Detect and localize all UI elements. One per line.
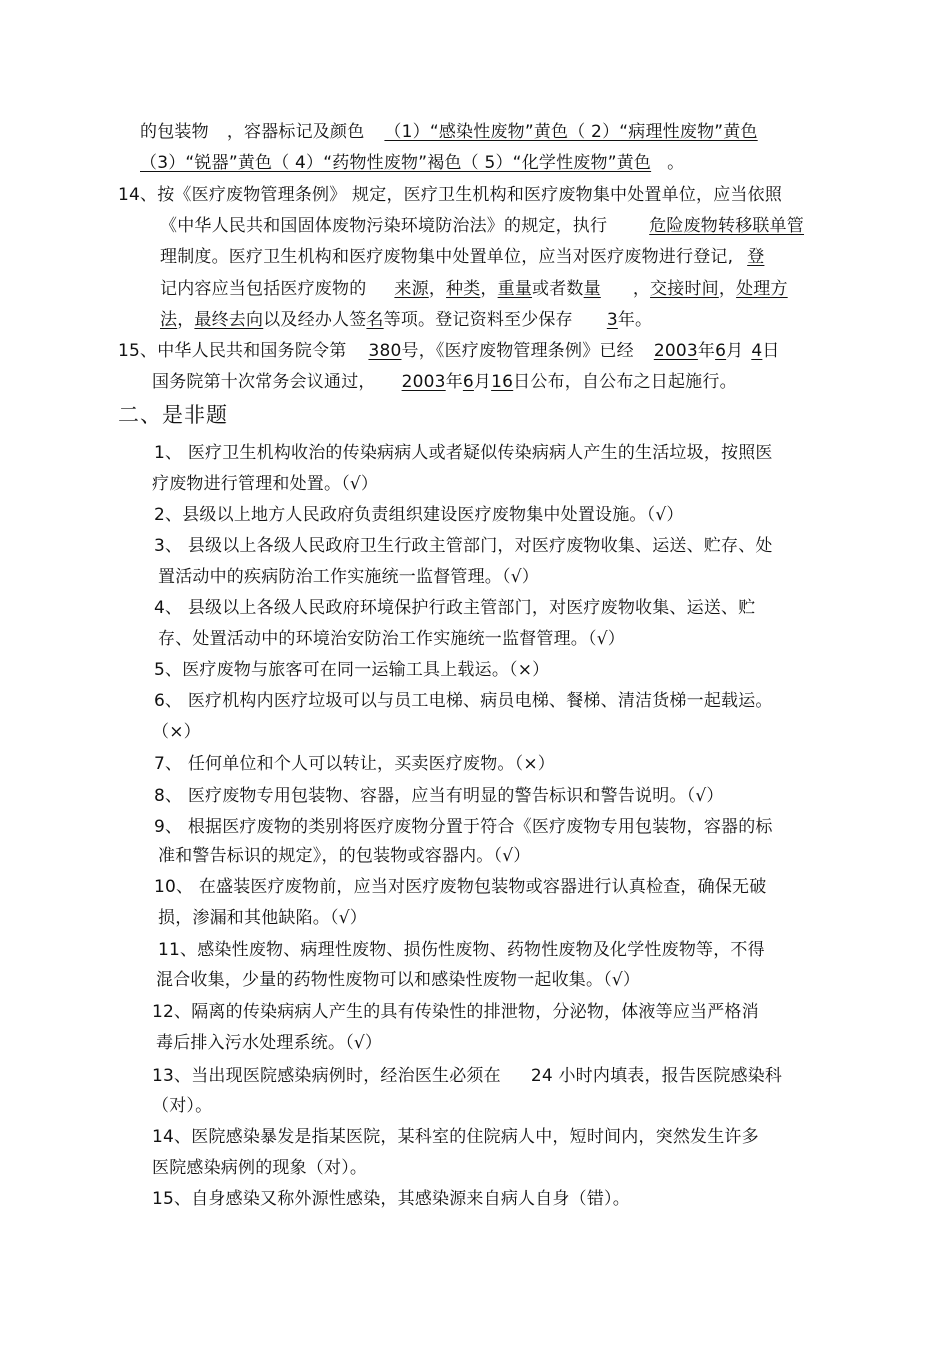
- text: 的包装物: [140, 122, 209, 142]
- text: 按《医疗废物管理条例》 规定，医疗卫生机构和医疗废物集中处置单位，应当依照: [157, 185, 783, 205]
- text: 月: [473, 372, 492, 392]
- blank-line-1: [140, 121, 758, 143]
- answer-blank: 2003: [401, 372, 446, 392]
- q14-line-1: [118, 184, 782, 206]
- answer-blank: 最终去向: [194, 310, 264, 330]
- tf-line: 12、隔离的传染病病人产生的具有传染性的排泄物，分泌物，体液等应当严格消: [152, 1002, 759, 1022]
- answer-blank: 来源: [394, 279, 429, 299]
- tf-line: 损，渗漏和其他缺陷。（√）: [158, 908, 367, 928]
- answer-colors-1: （1）“感染性废物”黄色（ 2）“病理性废物”黄色: [384, 122, 758, 142]
- answer-blank: 名: [366, 310, 384, 330]
- q14-line-3: [160, 246, 770, 268]
- text: 以及经办人签: [263, 310, 367, 330]
- text: ，: [718, 279, 737, 299]
- tf-line: 10、 在盛装医疗废物前，应当对医疗废物包装物或容器进行认真检查，确保无破: [154, 877, 767, 897]
- text: ，: [428, 279, 447, 299]
- text: 日: [762, 341, 780, 361]
- tf-line: （×）: [152, 722, 201, 742]
- tf-line: 准和警告标识的规定》，的包装物或容器内。（√）: [158, 846, 531, 866]
- answer-blank: 3: [606, 310, 618, 330]
- question-number: 15、: [118, 341, 158, 361]
- answer-blank: 2003: [653, 341, 698, 361]
- text: 等项。登记资料至少保存: [383, 310, 573, 330]
- text: ，: [480, 279, 498, 299]
- q14-line-5: [160, 309, 652, 331]
- text: 年: [697, 341, 716, 361]
- text: 中华人民共和国务院令第: [157, 341, 347, 361]
- answer-blank: 6: [462, 372, 474, 392]
- text: 《中华人民共和国固体废物污染环境防治法》的规定，执行: [160, 216, 608, 236]
- tf-line: 7、 任何单位和个人可以转让，买卖医疗废物。（×）: [154, 754, 555, 774]
- text: 24 小时内填表，报告医院感染科: [530, 1066, 783, 1086]
- answer-blank: 种类: [446, 279, 481, 299]
- tf-line: 疗废物进行管理和处置。（√）: [152, 474, 379, 494]
- tf-line: 医院感染病例的现象（对）。: [152, 1158, 368, 1178]
- text: 13、当出现医院感染病例时，经治医生必须在: [152, 1066, 501, 1086]
- text: 国务院第十次常务会议通过，: [152, 372, 376, 392]
- answer-blank: 登: [747, 247, 765, 267]
- text: 或者数: [532, 279, 584, 299]
- tf-line: 15、自身感染又称外源性感染，其感染源来自病人自身（错）。: [152, 1189, 630, 1209]
- text: 号，《医疗废物管理条例》已经: [401, 341, 634, 361]
- tf-line: 1、 医疗卫生机构收治的传染病病人或者疑似传染病病人产生的生活垃圾，按照医: [154, 443, 773, 463]
- tf-line: 6、 医疗机构内医疗垃圾可以与员工电梯、病员电梯、餐梯、清洁货梯一起载运。: [154, 691, 773, 711]
- answer-blank: 量: [583, 279, 601, 299]
- tf-line: 混合收集，少量的药物性废物可以和感染性废物一起收集。（√）: [156, 970, 641, 990]
- q15-line-1: [118, 340, 780, 362]
- text: 理制度。医疗卫生机构和医疗废物集中处置单位，应当对医疗废物进行登记,: [160, 247, 734, 267]
- answer-blank: 16: [491, 372, 514, 392]
- tf-line: 置活动中的疾病防治工作实施统一监督管理。（√）: [158, 567, 539, 587]
- tf-line: 3、 县级以上各级人民政府卫生行政主管部门，对医疗废物收集、运送、贮存、处: [154, 536, 773, 556]
- text: ，容器标记及颜色: [226, 122, 365, 142]
- answer-colors-2: （3）“锐器”黄色（ 4）“药物性废物”褐色（ 5）“化学性废物”黄色: [140, 153, 652, 173]
- text: 日公布，自公布之日起施行。: [513, 372, 737, 392]
- text: ，: [177, 310, 195, 330]
- q15-line-2: [152, 371, 737, 393]
- answer-blank: 4: [751, 341, 763, 361]
- q14-line-4: [160, 278, 798, 300]
- tf-line: 存、处置活动中的环境治安防治工作实施统一监督管理。（√）: [158, 629, 625, 649]
- question-number: 14、: [118, 185, 158, 205]
- answer-blank: 处理方: [736, 279, 788, 299]
- text: 年: [445, 372, 463, 392]
- tf-line: 毒后排入污水处理系统。（√）: [156, 1033, 383, 1053]
- tf-line: 9、 根据医疗废物的类别将医疗废物分置于符合《医疗废物专用包装物，容器的标: [154, 817, 773, 837]
- answer-blank: 380: [368, 341, 402, 361]
- answer-blank: 6: [715, 341, 727, 361]
- text: 记内容应当包括医疗废物的: [160, 279, 367, 299]
- answer-blank: 危险废物转移联单管: [649, 216, 805, 236]
- q14-line-2: [160, 215, 804, 237]
- text: 年。: [617, 310, 653, 330]
- answer-blank: 法: [160, 310, 178, 330]
- text: ，: [632, 279, 651, 299]
- tf-line: [152, 1065, 782, 1087]
- blank-line-2: [140, 152, 684, 174]
- answer-blank: 重量: [497, 279, 533, 299]
- tf-line: 8、 医疗废物专用包装物、容器，应当有明显的警告标识和警告说明。（√）: [154, 786, 724, 806]
- tf-line: 11、感染性废物、病理性废物、损伤性废物、药物性废物及化学性废物等，不得: [158, 940, 765, 960]
- text: 月: [726, 341, 744, 361]
- tf-line: 4、 县级以上各级人民政府环境保护行政主管部门，对医疗废物收集、运送、贮: [154, 598, 756, 618]
- tf-line: 5、医疗废物与旅客可在同一运输工具上载运。（×）: [154, 660, 550, 680]
- tf-line: （对）。: [152, 1096, 213, 1116]
- tf-line: 2、县级以上地方人民政府负责组织建设医疗废物集中处置设施。（√）: [154, 505, 684, 525]
- answer-blank: 交接时间: [650, 279, 719, 299]
- section-title: 二、是非题: [118, 403, 228, 427]
- tf-line: 14、医院感染暴发是指某医院，某科室的住院病人中，短时间内，突然发生许多: [152, 1127, 759, 1147]
- text: 。: [667, 153, 685, 173]
